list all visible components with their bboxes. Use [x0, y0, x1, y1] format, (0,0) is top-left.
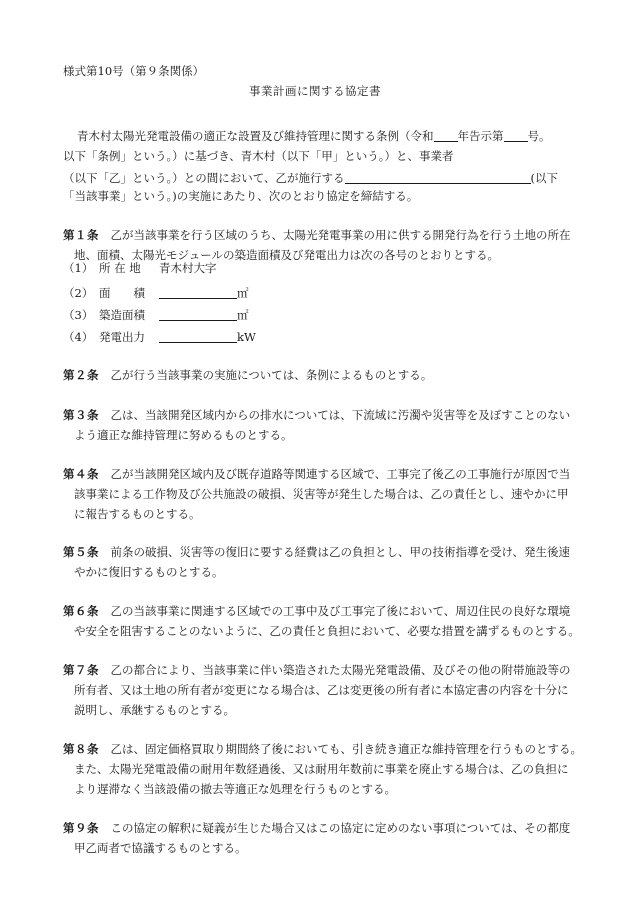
article-line: 甲乙両者で協議するものとする。	[74, 841, 247, 855]
article-line: 第２条 乙が行う当該事業の実施については、条例によるものとする。	[63, 368, 433, 382]
document-title: 事業計画に関する協定書	[249, 84, 381, 98]
article-line: 地、面積、太陽光モジュールの築造面積及び発電出力は次の各号のとおりとする。	[74, 248, 500, 262]
article-line: 所有者、又は土地の所有者が変更になる場合は、乙は変更後の所有者に本協定書の内容を十分に	[74, 683, 569, 697]
article-line: 第４条 乙が当該開発区域内及び既存道路等関連する区域で、工事完了後乙の工事施行が原因で当	[63, 467, 571, 481]
item-area: （2） 面 積 ㎡	[63, 286, 249, 300]
article-line: 第３条 乙は、当該開発区域内からの排水については、下流域に汚濁や災害等を及ぼすことのない	[63, 408, 571, 422]
item-location: （1） 所 在 地 青木村大字	[63, 261, 217, 275]
area-blank	[159, 286, 237, 299]
article-line: やかに復旧するものとする。	[74, 565, 224, 579]
built-area-blank	[159, 308, 237, 321]
preamble-line-1: 青木村太陽光発電設備の適正な設置及び維持管理に関する条例（令和 年告示第 号。	[77, 129, 551, 143]
preamble-line-4: 「当該事業」という。)の実施にあたり、次のとおり協定を締結する。	[63, 189, 419, 203]
output-blank	[159, 330, 237, 343]
article-line: また、太陽光発電設備の耐用年数経過後、又は耐用年数前に事業を廃止する場合は、乙の負担に	[74, 762, 569, 776]
preamble-line-3: （以下「乙」という。）との間において、乙が施行する (以下	[63, 171, 559, 185]
article-line: よう適正な維持管理に努めるものとする。	[74, 428, 293, 442]
article-line: 該事業による工作物及び公共施設の破損、災害等が発生した場合は、乙の責任とし、速やかに甲	[74, 487, 569, 501]
article-line: や安全を阻害することのないように、乙の責任と負担において、必要な措置を講ずるものとする。	[74, 624, 580, 638]
article-line: に報告するものとする。	[74, 507, 201, 521]
article-line: 第１条 乙が当該事業を行う区域のうち、太陽光発電事業の用に供する開発行為を行う土地の所在	[63, 228, 571, 242]
item-output: （4） 発電出力 kW	[63, 330, 256, 344]
form-number-label: 様式第10号（第９条関係）	[63, 64, 205, 78]
article-line: 第６条 乙の当該事業に関連する区域での工事中及び工事完了後において、周辺住民の良好な環境	[63, 604, 571, 618]
article-line: 第７条 乙の都合により、当該事業に伴い築造された太陽光発電設備、及びその他の附帯施設等の	[63, 663, 571, 677]
preamble-line-2: 以下「条例」という。）に基づき、青木村（以下「甲」という。）と、事業者	[63, 149, 454, 163]
item-built-area: （3） 築造面積 ㎡	[63, 308, 249, 322]
year-blank	[434, 129, 458, 142]
article-line: 第５条 前条の破損、災害等の復旧に要する経費は乙の負担とし、甲の技術指導を受け、発生後速	[63, 545, 571, 559]
article-line: 説明し、承継するものとする。	[74, 703, 235, 717]
notice-number-blank	[504, 129, 528, 142]
article-line: より遅滞なく当該設備の撤去等適正な処理を行うものとする。	[74, 782, 396, 796]
article-line: 第９条 この協定の解釈に疑義が生じた場合又はこの協定に定めのない事項については、その都度	[63, 821, 571, 835]
project-name-blank	[345, 171, 531, 184]
article-line: 第８条 乙は、固定価格買取り期間終了後においても、引き続き適正な維持管理を行うものとする。	[63, 742, 582, 756]
